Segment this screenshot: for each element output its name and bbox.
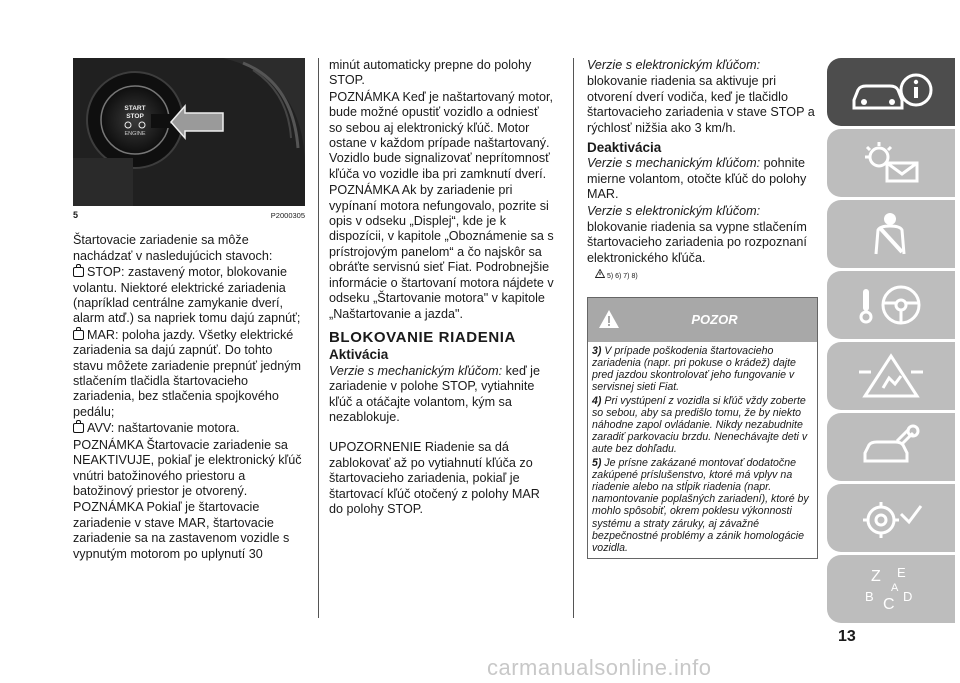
reference-marks — [595, 269, 816, 284]
steering-wheel-icon — [851, 281, 931, 329]
start-stop-photo — [73, 58, 305, 206]
pozor-box — [587, 297, 818, 559]
figure-number: 5 — [73, 210, 79, 220]
section-heading: BLOKOVANIE RIADENIA — [329, 328, 516, 346]
watermark[interactable]: carmanualsonline.info — [487, 655, 712, 680]
state-avv — [73, 421, 305, 436]
gear-check-icon — [851, 494, 931, 542]
tab-technical[interactable] — [827, 484, 955, 552]
pozor-header — [588, 298, 817, 342]
warning-triangle-icon — [595, 273, 607, 280]
pozor-item — [592, 457, 813, 555]
figure-code: P2000305 — [270, 211, 305, 220]
pozor-item — [592, 395, 813, 456]
deactivation-mechanical — [587, 156, 816, 202]
pozor-item — [592, 345, 813, 394]
note-4: POZNÁMKA Ak by zariadenie pri vypínaní motora nefungovalo, pozrite si opis v odseku „Displej“, kde je k dispozícii, v kapitole „Oboznámenie sa s prístrojovým panelom“ a čo najskôr sa obráťte servisnú sieť Fiat. Podrobnejšie informácie o štartovaní motora nájdete v odseku „Štartovanie motora" v kapitole „Naštartovanie a jazda". — [329, 183, 554, 321]
electronic-label: Verzie s elektronickým kľúčom: — [587, 58, 761, 72]
button-label-engine: ENGINE — [124, 131, 146, 137]
key-icon — [73, 267, 84, 277]
electronic-label-2: Verzie s elektronickým kľúčom: — [587, 203, 761, 218]
electronic-text: blokovanie riadenia sa aktivuje pri otvorení dverí vodiča, keď je tlačidlo štartovacieho zariadenia v stave STOP a rýchlosť nižšia ako 3 km/h. — [587, 74, 815, 135]
tab-maintenance[interactable] — [827, 413, 955, 481]
alphabet-index-icon — [851, 561, 931, 617]
state-stop-text: STOP: zastavený motor, blokovanie volantu. Niektoré elektrické zariadenia (napríklad centrálne zamykanie dverí, alarm atď.) sa napriek tomu dajú zapnúť; — [73, 265, 301, 326]
note-1: POZNÁMKA Štartovacie zariadenie sa NEAKTIVUJE, pokiaľ je elektronický kľúč vnútri batožinového priestoru a batožinový priestor je otvorený. — [73, 437, 302, 498]
svg-text:D: D — [903, 589, 913, 604]
car-info-icon — [846, 70, 936, 114]
pozor-item-text: V prípade poškodenia štartovacieho zariadenia (napr. pri pokuse o krádež) dajte pred jazdou skontrolovať jeho fungovanie v servisnej sieti Fiat. — [592, 344, 796, 394]
column-2 — [329, 58, 554, 518]
activation-mechanical — [329, 364, 554, 426]
pozor-item-number: 5) — [592, 456, 602, 469]
note-2: POZNÁMKA Pokiaľ je štartovacie zariadenie v stave MAR, štartovacie zariadenie sa na zastavenom vozidle s vypnutým motorom po uplynutí 30 — [73, 500, 290, 561]
svg-text:C: C — [883, 596, 895, 613]
svg-text:A: A — [891, 582, 899, 594]
tab-car-info[interactable] — [827, 58, 955, 126]
column-3 — [587, 58, 816, 559]
pozor-item-number: 4) — [592, 394, 602, 407]
column-divider — [318, 58, 319, 618]
electronic-text-2: blokovanie riadenia sa vypne stlačením štartovacieho zariadenia po rozpoznaní elektronického kľúča. — [587, 220, 807, 265]
svg-text:Z: Z — [871, 568, 881, 585]
note-2-continued: minút automaticky prepne do polohy STOP. — [329, 58, 532, 88]
note-3: POZNÁMKA Keď je naštartovaný motor, bude možné opustiť vozidlo a odniesť so sebou aj elektronický kľúč. Motor ostane v každom prípade naštartovaný. Vozidlo bude signalizovať neprítomnosť kľúča vo vozidle iba pri zamknutí dverí. — [329, 89, 554, 181]
wrench-car-icon — [851, 423, 931, 471]
reference-numbers: 5) 6) 7) 8) — [606, 273, 638, 281]
pozor-body — [588, 342, 817, 558]
pozor-item-text: Pri vystúpení z vozidla si kľúč vždy zoberte so sebou, aby sa predišlo tomu, že by niekto náhodne zapol ovládanie. Nikdy nezabudnite zaradiť parkovaciu brzdu. Nenechávajte deti v aute bez dohľadu. — [592, 394, 808, 456]
key-icon — [73, 330, 84, 340]
state-avv-text: AVV: naštartovanie motora. — [87, 421, 240, 436]
pozor-title: POZOR — [691, 311, 738, 327]
button-label-start: START — [124, 105, 146, 112]
tab-safety[interactable] — [827, 200, 955, 268]
state-stop — [73, 265, 305, 327]
intro-text: Štartovacie zariadenie sa môže nachádzať v nasledujúcich stavoch: — [73, 233, 273, 263]
warning-text: UPOZORNENIE Riadenie sa dá zablokovať až po vytiahnutí kľúča zo štartovacieho zariadenia, pokiaľ je štartovací kľúč otočený z polohy MAR do polohy STOP. — [329, 440, 540, 516]
emergency-icon — [851, 352, 931, 400]
button-label-stop: STOP — [126, 113, 144, 120]
column-divider — [573, 58, 574, 618]
start-button-illustration — [73, 58, 305, 206]
figure-caption — [73, 208, 305, 223]
state-mar-text: MAR: poloha jazdy. Všetky elektrické zariadenia sa dajú zapnúť. Do tohto stavu môžete zariadenie prepnúť jedným stlačením tlačidla štartovacieho zariadenia, bez stlačenia spojkového pedálu; — [73, 327, 302, 419]
subheading-deactivation: Deaktivácia — [587, 140, 662, 156]
pozor-item-text: Je prísne zakázané montovať dodatočne zakúpené príslušenstvo, ktoré má vplyv na riadenie alebo na stĺpik riadenia (napr. namontovanie poplašných zariadení), ktoré by mohlo spôsobiť, okrem poklesu výkonnosti systému a straty záruky, aj závažné bezpečnostné problémy a zánik homologácie vozidla. — [592, 456, 809, 554]
mechanical-label-2: Verzie s mechanickým kľúčom: — [587, 156, 761, 171]
mechanical-label: Verzie s mechanickým kľúčom: — [329, 363, 503, 378]
svg-text:B: B — [865, 589, 874, 604]
key-icon — [73, 423, 84, 433]
tab-index[interactable] — [827, 555, 955, 623]
mechanical-text: keď je zariadenie v polohe STOP, vytiahnite kľúč a otáčajte volantom, kým sa nezablokuje. — [329, 363, 540, 424]
page-number: 13 — [838, 628, 856, 645]
svg-text:E: E — [897, 565, 906, 580]
warning-triangle-icon — [598, 309, 620, 329]
column-1 — [73, 58, 305, 563]
tab-lights[interactable] — [827, 129, 955, 197]
subheading-activation: Aktivácia — [329, 347, 389, 363]
tab-driving[interactable] — [827, 271, 955, 339]
light-mail-icon — [851, 139, 931, 187]
state-mar — [73, 328, 305, 420]
mechanical-text-2: pohnite mierne volantom, otočte kľúč do polohy MAR. — [587, 156, 807, 202]
seatbelt-icon — [856, 210, 926, 258]
tab-emergency[interactable] — [827, 342, 955, 410]
pozor-item-number: 3) — [592, 344, 602, 357]
chapter-tabs — [827, 58, 955, 626]
